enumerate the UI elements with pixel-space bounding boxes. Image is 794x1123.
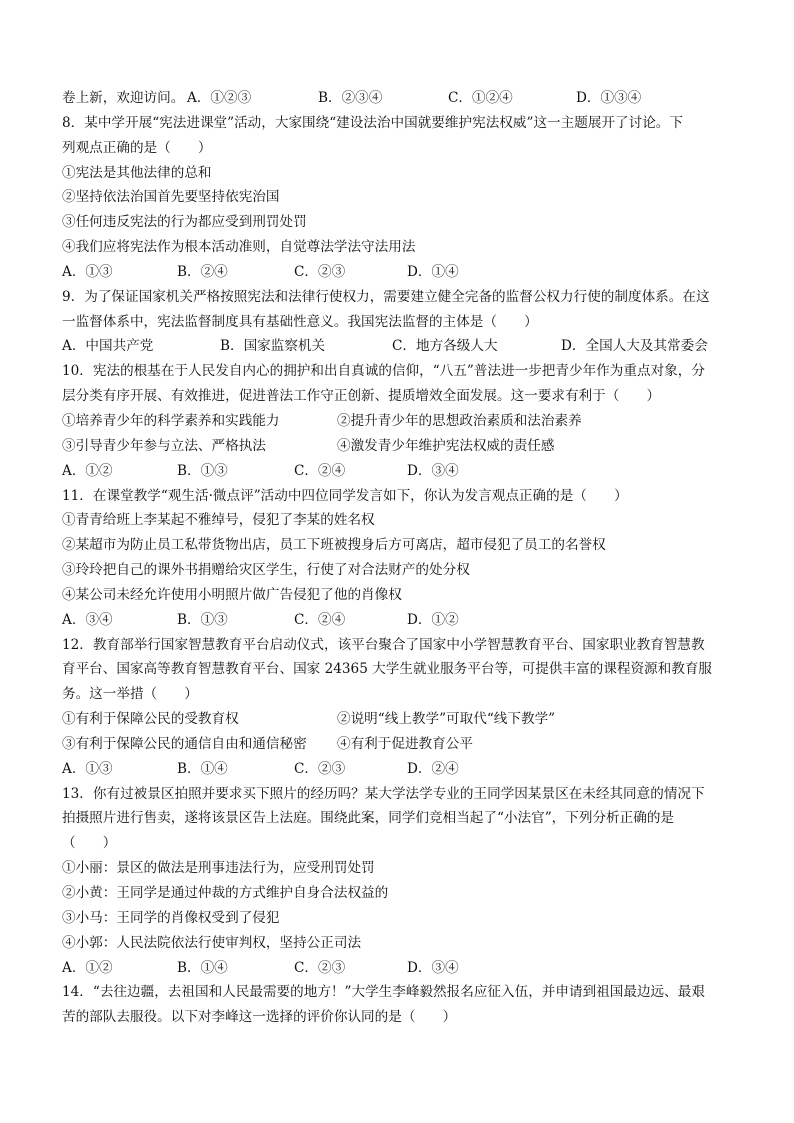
q7-option-d: D．①③④ [576, 90, 642, 106]
q12-item-1: ①有利于保障公民的受教育权 [62, 711, 239, 728]
q13-stem-line1: 13．你有过被景区拍照并要求买下照片的经历吗？某大学法学专业的王同学因某景区在未经其同意的情况下 [62, 785, 705, 802]
q8-item-2: ②坚持依法治国首先要坚持依宪治国 [62, 189, 280, 206]
q11-item-4: ④某公司未经允许使用小明照片做广告侵犯了他的肖像权 [62, 586, 402, 603]
q12-item-3: ③有利于保障公民的通信自由和通信秘密 [62, 735, 307, 752]
q10-option-b: B．①③ [177, 462, 228, 479]
q10-option-a: A．①② [62, 462, 113, 479]
q13-item-2: ②小黄：王同学是通过仲裁的方式维护自身合法权益的 [62, 885, 389, 901]
q10-option-c: C．②④ [294, 462, 346, 479]
q13-option-d: D．③④ [407, 959, 459, 976]
q10-items-row1 [62, 409, 734, 434]
q12-stem-line1: 12．教育部举行国家智慧教育平台启动仪式，该平台聚合了国家中小学智慧教育平台、国家职业教育智慧教 [62, 636, 705, 653]
q10-item-3: ③引导青少年参与立法、严格执法 [62, 437, 266, 454]
q9-option-c: C．地方各级人大 [392, 338, 498, 355]
q10-options-row [62, 459, 734, 484]
q9-stem-line1: 9．为了保证国家机关严格按照宪法和法律行使权力，需要建立健全完备的监督公权力行使的制度体系。在这 [62, 288, 710, 305]
q14-stem-line1: 14．“去往边疆，去祖国和人民最需要的地方！”大学生李峰毅然报名应征入伍，并申请到祖国最边远、最艰 [62, 984, 705, 1001]
q10-item-2: ②提升青少年的思想政治素质和法治素养 [337, 412, 582, 429]
q13-options-row [62, 956, 734, 981]
q8-option-d: D．①④ [407, 263, 459, 280]
q11-stem-line1: 11．在课堂教学“观生活·微点评”活动中四位同学发言如下，你认为发言观点正确的是（ ） [62, 487, 628, 504]
q9-option-d: D．全国人大及其常委会 [561, 338, 708, 355]
q12-option-d: D．②④ [407, 760, 459, 777]
q12-stem-line3: 务。这一举措（ ） [62, 686, 198, 703]
q12-item-4: ④有利于促进教育公平 [337, 735, 473, 752]
q8-item-4: ④我们应将宪法作为根本活动准则，自觉尊法学法守法用法 [62, 239, 416, 256]
q11-item-2: ②某超市为防止员工私带货物出店，员工下班被搜身后方可离店，超市侵犯了员工的名誉权 [62, 537, 606, 554]
q11-item-1: ①青青给班上李某起不雅绰号，侵犯了李某的姓名权 [62, 512, 375, 529]
q13-option-b: B．①④ [177, 959, 228, 976]
q13-option-c: C．②③ [294, 959, 346, 976]
q9-option-a: A．中国共产党 [62, 338, 154, 355]
q13-stem-line2: 拍摄照片进行售卖，遂将该景区告上法庭。围绕此案，同学们竞相当起了“小法官”，下列分析正确的是 [62, 810, 675, 827]
q13-stem-line3: （ ） [62, 835, 117, 852]
q9-option-b: B．国家监察机关 [220, 338, 326, 355]
q12-items-row1 [62, 707, 734, 732]
q8-option-b: B．②④ [177, 263, 228, 280]
q11-option-a: A．③④ [62, 611, 113, 628]
q12-option-c: C．②③ [294, 760, 346, 777]
q10-option-d: D．③④ [407, 462, 459, 479]
q11-item-3: ③玲玲把自己的课外书捐赠给灾区学生，行使了对合法财产的处分权 [62, 562, 470, 579]
q12-stem-line2: 育平台、国家高等教育智慧教育平台、国家 24365 大学生就业服务平台等，可提供丰富的课程资源和教育服 [62, 661, 713, 678]
q11-option-d: D．①② [407, 611, 459, 628]
q12-items-row2 [62, 732, 734, 757]
q12-options-row [62, 757, 734, 782]
q11-option-b: B．①③ [177, 611, 228, 628]
q7-options-row [62, 86, 734, 111]
q11-options-row [62, 608, 734, 633]
q14-stem-line2: 苦的部队去服役。以下对李峰这一选择的评价你认同的是（ ） [62, 1009, 457, 1026]
q8-stem-line1: 8．某中学开展“宪法进课堂”活动，大家围绕“建设法治中国就要维护宪法权威”这一主题展开了讨论。下 [62, 114, 683, 131]
q10-stem-line1: 10．宪法的根基在于人民发自内心的拥护和出自真诚的信仰，“八五”普法进一步把青少年作为重点对象，分 [62, 363, 705, 380]
q8-option-a: A．①③ [62, 263, 113, 280]
q10-items-row2 [62, 434, 734, 459]
q7-option-b: B．②③④ [318, 90, 383, 106]
q8-option-c: C．②③ [294, 263, 346, 280]
q13-option-a: A．①② [62, 959, 113, 976]
q10-item-4: ④激发青少年维护宪法权威的责任感 [337, 437, 555, 454]
q7-tail-text: 卷上新，欢迎访问。 [62, 90, 185, 106]
q13-item-3: ③小马：王同学的肖像权受到了侵犯 [62, 909, 280, 926]
q8-item-3: ③任何违反宪法的行为都应受到刑罚处罚 [62, 214, 307, 231]
q8-stem-line2: 列观点正确的是（ ） [62, 139, 212, 156]
q13-item-4: ④小郭：人民法院依法行使审判权，坚持公正司法 [62, 934, 362, 951]
q11-option-c: C．②④ [294, 611, 346, 628]
q12-option-a: A．①③ [62, 760, 113, 777]
q7-option-a: A．①②③ [187, 90, 252, 106]
q12-item-2: ②说明“线上教学”可取代“线下教学” [337, 711, 556, 728]
q12-option-b: B．①④ [177, 760, 228, 777]
q8-options-row [62, 260, 734, 285]
q9-stem-line2: 一监督体系中，宪法监督制度具有基础性意义。我国宪法监督的主体是（ ） [62, 313, 538, 330]
exam-page [62, 86, 734, 1030]
q8-item-1: ①宪法是其他法律的总和 [62, 164, 212, 181]
q7-option-c: C．①②④ [448, 90, 513, 106]
q9-options-row [62, 334, 734, 359]
q10-item-1: ①培养青少年的科学素养和实践能力 [62, 412, 280, 429]
q10-stem-line2: 层分类有序开展、有效推进，促进普法工作守正创新、提质增效全面发展。这一要求有利于（ ） [62, 388, 661, 405]
q13-item-1: ①小丽：景区的做法是刑事违法行为，应受刑罚处罚 [62, 860, 375, 877]
